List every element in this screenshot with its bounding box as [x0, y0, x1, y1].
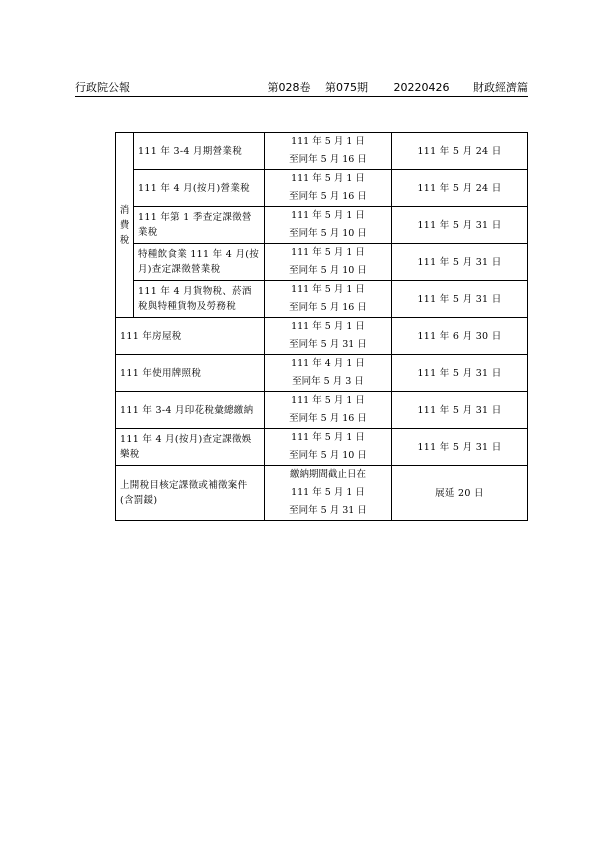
filing-period: 111 年 5 月 1 日 至同年 5 月 10 日 — [265, 244, 392, 281]
filing-period: 繳納期間截止日在 111 年 5 月 1 日 至同年 5 月 31 日 — [265, 466, 392, 521]
page-header — [75, 79, 528, 95]
filing-period: 111 年 4 月 1 日 至同年 5 月 3 日 — [265, 355, 392, 392]
tax-item-name: 111 年使用牌照稅 — [116, 355, 265, 392]
table-row — [116, 207, 528, 244]
tax-item-name: 特種飲食業 111 年 4 月(按月)查定課徵營業稅 — [134, 244, 265, 281]
filing-period: 111 年 5 月 1 日 至同年 5 月 16 日 — [265, 392, 392, 429]
payment-deadline: 111 年 6 月 30 日 — [392, 318, 528, 355]
issue-number: 第075期 — [325, 81, 368, 94]
filing-period: 111 年 5 月 1 日 至同年 5 月 16 日 — [265, 281, 392, 318]
extension-note: 展延 20 日 — [392, 466, 528, 521]
filing-period: 111 年 5 月 1 日 至同年 5 月 16 日 — [265, 133, 392, 170]
payment-deadline: 111 年 5 月 31 日 — [392, 392, 528, 429]
payment-deadline: 111 年 5 月 24 日 — [392, 170, 528, 207]
tax-item-name: 111 年 3-4 月印花稅彙總繳納 — [116, 392, 265, 429]
tax-item-name: 111 年 4 月(按月)查定課徵娛樂稅 — [116, 429, 265, 466]
table-row — [116, 355, 528, 392]
issue-info — [257, 79, 529, 95]
payment-deadline: 111 年 5 月 24 日 — [392, 133, 528, 170]
table-row — [116, 392, 528, 429]
table-row — [116, 244, 528, 281]
issue-date: 20220426 — [393, 81, 450, 94]
payment-deadline: 111 年 5 月 31 日 — [392, 429, 528, 466]
payment-deadline: 111 年 5 月 31 日 — [392, 207, 528, 244]
table-row — [116, 170, 528, 207]
tax-item-name: 111 年 4 月(按月)營業稅 — [134, 170, 265, 207]
volume-number: 第028卷 — [267, 81, 311, 94]
table-row — [116, 466, 528, 521]
payment-deadline: 111 年 5 月 31 日 — [392, 244, 528, 281]
tax-item-name: 111 年 3-4 月期營業稅 — [134, 133, 265, 170]
publication-title: 行政院公報 — [75, 81, 130, 94]
tax-deadline-table — [115, 132, 528, 521]
table-row — [116, 318, 528, 355]
tax-item-name: 上開稅目核定課徵或補徵案件(含罰鍰) — [116, 466, 265, 521]
header-rule — [75, 96, 528, 97]
tax-item-name: 111 年第 1 季查定課徵營業稅 — [134, 207, 265, 244]
payment-deadline: 111 年 5 月 31 日 — [392, 281, 528, 318]
filing-period: 111 年 5 月 1 日 至同年 5 月 31 日 — [265, 318, 392, 355]
table-row — [116, 281, 528, 318]
filing-period: 111 年 5 月 1 日 至同年 5 月 16 日 — [265, 170, 392, 207]
filing-period: 111 年 5 月 1 日 至同年 5 月 10 日 — [265, 207, 392, 244]
consumption-tax-label: 消 費 稅 — [116, 133, 134, 318]
filing-period: 111 年 5 月 1 日 至同年 5 月 10 日 — [265, 429, 392, 466]
payment-deadline: 111 年 5 月 31 日 — [392, 355, 528, 392]
section-name: 財政經濟篇 — [473, 81, 528, 94]
table-row — [116, 133, 528, 170]
tax-item-name: 111 年房屋稅 — [116, 318, 265, 355]
table-row — [116, 429, 528, 466]
tax-item-name: 111 年 4 月貨物稅、菸酒稅與特種貨物及勞務稅 — [134, 281, 265, 318]
